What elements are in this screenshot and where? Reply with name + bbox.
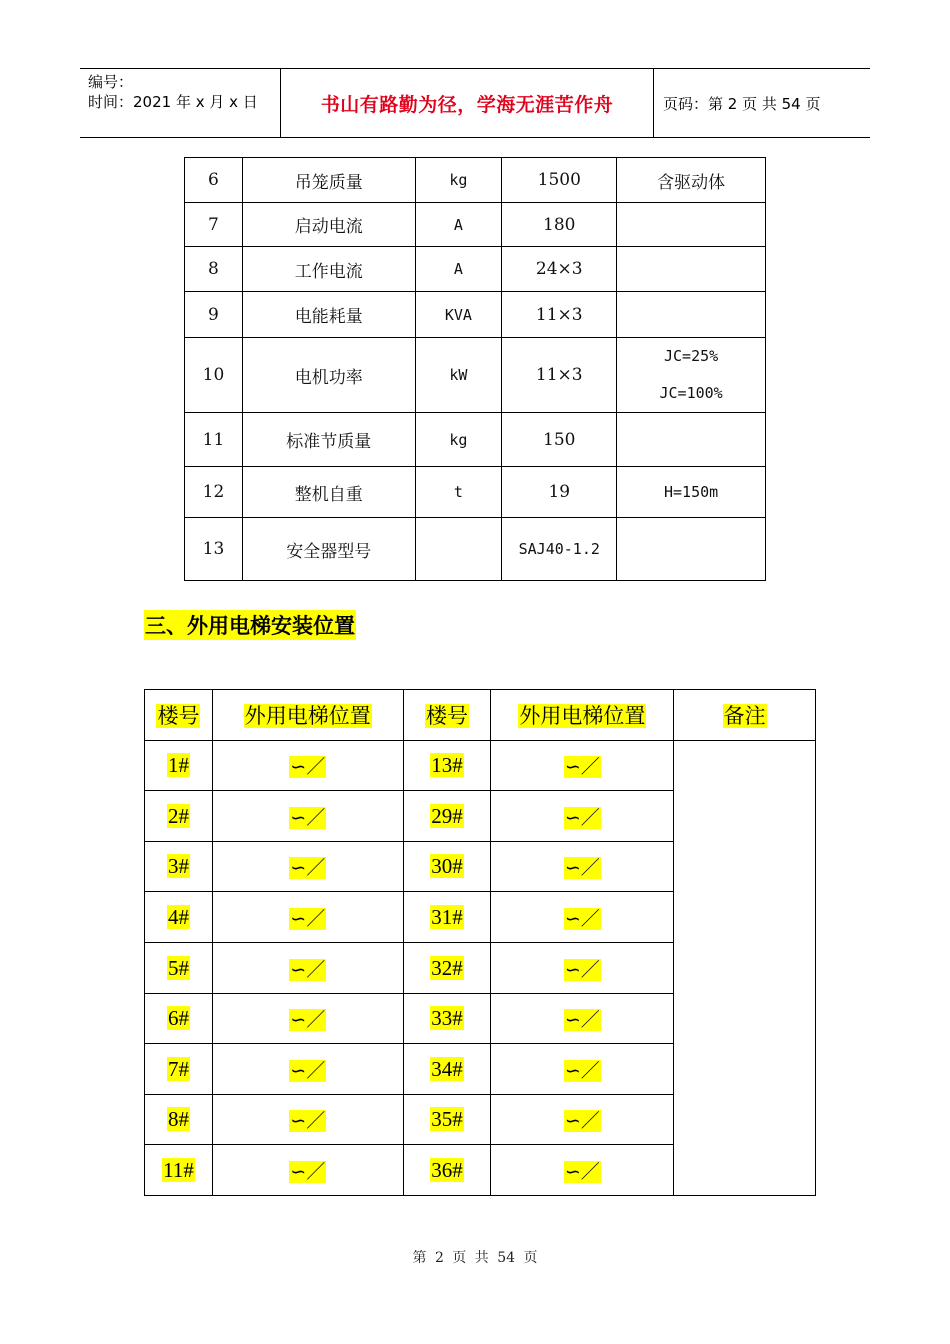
spec-value: SAJ40-1.2 [502, 518, 617, 581]
building-number: 2# [167, 803, 189, 828]
spec-value: 11×3 [502, 292, 617, 338]
spec-unit: kg [415, 158, 502, 203]
spec-value: 19 [502, 467, 617, 518]
building-number-cell [403, 1044, 491, 1095]
building-number: 34# [431, 1056, 463, 1081]
spec-name: 电能耗量 [242, 292, 415, 338]
building-number: 5# [167, 955, 189, 980]
spec-name: 整机自重 [242, 467, 415, 518]
page-header [80, 68, 870, 138]
elevator-position-cell [212, 842, 403, 892]
elevator-position-cell [491, 892, 674, 943]
building-number-cell [145, 994, 213, 1044]
table-row [185, 247, 766, 292]
building-number: 11# [163, 1157, 194, 1182]
table-row [185, 413, 766, 467]
spec-remark [617, 518, 766, 581]
spec-name: 启动电流 [242, 203, 415, 247]
column-header [212, 690, 403, 741]
spec-value: 180 [502, 203, 617, 247]
document-date: 时间：2021 年 x 月 x 日 [88, 93, 258, 111]
spec-unit: A [415, 203, 502, 247]
spec-unit: kg [415, 413, 502, 467]
spec-name: 工作电流 [242, 247, 415, 292]
building-number: 1# [167, 753, 189, 777]
remark-cell [674, 741, 816, 1196]
building-number: 30# [431, 854, 463, 878]
header-page-info: 页码：第 2 页 共 54 页 [663, 94, 821, 113]
building-number-cell [145, 892, 213, 943]
elevator-position: ∽／ [564, 1160, 600, 1183]
elevator-position: ∽／ [290, 1009, 326, 1031]
column-header-label: 备注 [723, 704, 766, 728]
building-number: 31# [431, 904, 463, 929]
spec-remark-line: JC=100% [659, 384, 723, 402]
building-number: 33# [431, 1006, 463, 1030]
elevator-position-cell [491, 791, 674, 842]
elevator-position: ∽／ [564, 806, 600, 829]
spec-value: 11×3 [502, 338, 617, 413]
building-number: 32# [431, 955, 463, 980]
spec-remark [617, 338, 766, 413]
spec-value: 1500 [502, 158, 617, 203]
building-number-cell [403, 791, 491, 842]
table-row [185, 292, 766, 338]
spec-remark-line: JC=25% [664, 347, 719, 365]
spec-name: 电机功率 [242, 338, 415, 413]
spec-unit: kW [415, 338, 502, 413]
spec-table [184, 157, 766, 581]
elevator-position-cell [212, 943, 403, 994]
spec-unit: KVA [415, 292, 502, 338]
building-number-cell [145, 943, 213, 994]
elevator-position-cell [212, 1095, 403, 1145]
spec-no: 11 [185, 413, 243, 467]
spec-no: 10 [185, 338, 243, 413]
elevator-position: ∽／ [290, 806, 326, 829]
elevator-position-cell [212, 892, 403, 943]
building-number: 29# [431, 803, 463, 828]
building-number-cell [403, 842, 491, 892]
column-header-label: 楼号 [157, 704, 200, 728]
elevator-position-cell [212, 741, 403, 791]
elevator-position-cell [491, 1044, 674, 1095]
elevator-position: ∽／ [290, 907, 326, 930]
building-number: 4# [167, 904, 189, 929]
elevator-position: ∽／ [290, 1160, 326, 1183]
building-number: 3# [167, 854, 189, 878]
elevator-position: ∽／ [564, 756, 600, 778]
spec-no: 6 [185, 158, 243, 203]
document-number-label: 编号： [88, 73, 134, 91]
spec-remark [617, 292, 766, 338]
elevator-position: ∽／ [564, 857, 600, 879]
spec-no: 9 [185, 292, 243, 338]
elevator-position-cell [491, 741, 674, 791]
elevator-position: ∽／ [564, 958, 600, 981]
elevator-position: ∽／ [564, 1059, 600, 1082]
building-number: 6# [167, 1006, 189, 1030]
elevator-position-cell [491, 1095, 674, 1145]
table-row [185, 203, 766, 247]
table-row [185, 158, 766, 203]
spec-unit: A [415, 247, 502, 292]
building-number-cell [403, 892, 491, 943]
building-number-cell [403, 1095, 491, 1145]
elevator-position-cell [212, 994, 403, 1044]
column-header-label: 外用电梯位置 [244, 704, 371, 728]
spec-unit [415, 518, 502, 581]
table-row [185, 338, 766, 413]
building-number: 8# [167, 1107, 189, 1131]
spec-unit: t [415, 467, 502, 518]
elevator-position: ∽／ [290, 958, 326, 981]
column-header [674, 690, 816, 741]
elevator-position-cell [491, 943, 674, 994]
header-motto: 书山有路勤为径，学海无涯苦作舟 [281, 69, 654, 137]
spec-value: 150 [502, 413, 617, 467]
table-row [145, 741, 816, 791]
elevator-position: ∽／ [564, 907, 600, 930]
elevator-position: ∽／ [564, 1110, 600, 1132]
elevator-position-cell [491, 842, 674, 892]
table-row [185, 518, 766, 581]
building-number-cell [403, 994, 491, 1044]
elevator-position: ∽／ [564, 1009, 600, 1031]
building-number: 13# [431, 753, 463, 777]
building-number-cell [145, 741, 213, 791]
page-footer: 第 2 页 共 54 页 [412, 1250, 538, 1266]
column-header-label: 楼号 [426, 704, 469, 728]
elevator-position-cell [212, 1044, 403, 1095]
column-header [491, 690, 674, 741]
spec-value: 24×3 [502, 247, 617, 292]
elevator-position: ∽／ [290, 857, 326, 879]
spec-no: 7 [185, 203, 243, 247]
spec-remark: H=150m [617, 467, 766, 518]
spec-name: 标准节质量 [242, 413, 415, 467]
building-number-cell [145, 842, 213, 892]
elevator-position-cell [491, 994, 674, 1044]
spec-remark [617, 413, 766, 467]
elevator-position: ∽／ [290, 1110, 326, 1132]
column-header [403, 690, 491, 741]
building-number-cell [145, 791, 213, 842]
column-header [145, 690, 213, 741]
building-number-cell [145, 1044, 213, 1095]
building-number-cell [403, 1145, 491, 1196]
building-number-cell [403, 741, 491, 791]
spec-remark: 含驱动体 [617, 158, 766, 203]
spec-name: 安全器型号 [242, 518, 415, 581]
elevator-position-cell [212, 791, 403, 842]
header-meta [80, 69, 281, 137]
elevator-position-cell [491, 1145, 674, 1196]
spec-remark [617, 247, 766, 292]
section-title: 三、外用电梯安装位置 [144, 610, 356, 640]
spec-remark [617, 203, 766, 247]
elevator-position: ∽／ [290, 756, 326, 778]
spec-no: 12 [185, 467, 243, 518]
building-number-cell [145, 1095, 213, 1145]
elevator-position: ∽／ [290, 1059, 326, 1082]
spec-name: 吊笼质量 [242, 158, 415, 203]
building-number-cell [403, 943, 491, 994]
spec-no: 8 [185, 247, 243, 292]
elevator-location-table [144, 689, 816, 1196]
table-header-row [145, 690, 816, 741]
building-number: 36# [431, 1157, 463, 1182]
table-row [185, 467, 766, 518]
building-number: 35# [431, 1107, 463, 1131]
elevator-position-cell [212, 1145, 403, 1196]
column-header-label: 外用电梯位置 [519, 704, 646, 728]
building-number-cell [145, 1145, 213, 1196]
spec-no: 13 [185, 518, 243, 581]
building-number: 7# [167, 1056, 189, 1081]
